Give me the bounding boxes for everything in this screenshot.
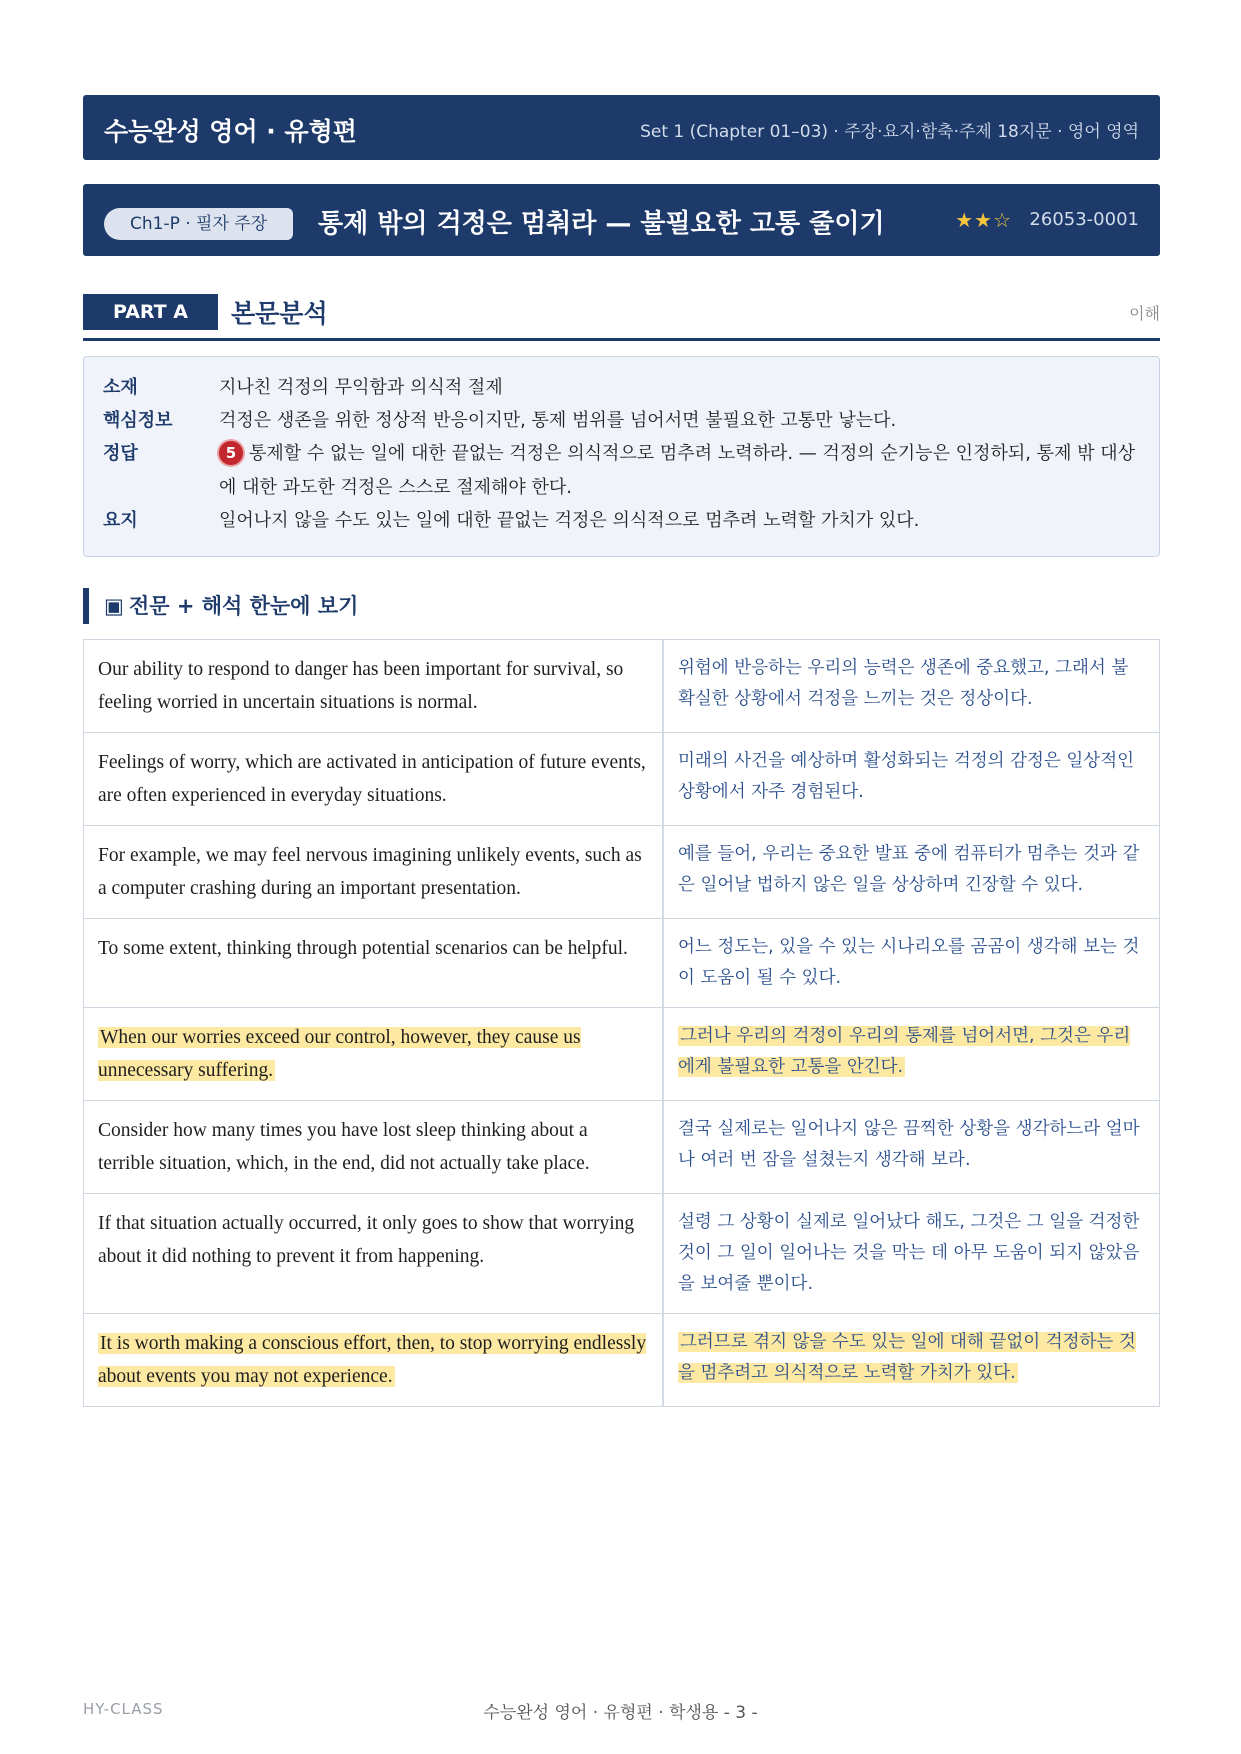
korean-text: 어느 정도는, 있을 수 있는 시나리오를 곰곰이 생각해 보는 것이 도움이 될 수 있다. bbox=[678, 937, 1140, 988]
english-sentence bbox=[84, 919, 664, 1007]
english-sentence bbox=[84, 826, 664, 918]
book-title: 수능완성 영어 · 유형편 bbox=[104, 117, 357, 146]
korean-translation bbox=[664, 733, 1159, 825]
section-title bbox=[83, 588, 358, 624]
korean-text: 예를 들어, 우리는 중요한 발표 중에 컴퓨터가 멈추는 것과 같은 일어날 법하지 않은 일을 상상하며 긴장할 수 있다. bbox=[678, 844, 1140, 895]
korean-text: 위험에 반응하는 우리의 능력은 생존에 중요했고, 그래서 불확실한 상황에서 걱정을 느끼는 것은 정상이다. bbox=[678, 658, 1129, 709]
english-text: Our ability to respond to danger has been important for survival, so feeling worried in uncertain situations is normal. bbox=[98, 659, 624, 713]
english-sentence bbox=[84, 1314, 664, 1406]
table-row bbox=[84, 1007, 1159, 1100]
korean-translation bbox=[664, 826, 1159, 918]
korean-translation bbox=[664, 919, 1159, 1007]
summary-label: 요지 bbox=[103, 510, 138, 531]
table-row bbox=[84, 640, 1159, 732]
korean-text: 그러나 우리의 걱정이 우리의 통제를 넘어서면, 그것은 우리에게 불필요한 고통을 안긴다. bbox=[678, 1026, 1131, 1077]
summary-label: 소재 bbox=[103, 377, 138, 398]
book-subtitle: Set 1 (Chapter 01–03) · 주장·요지·함축·주제 18지문 · 영어 영역 bbox=[640, 122, 1139, 142]
answer-number-badge: 5 bbox=[219, 441, 243, 465]
english-text: If that situation actually occurred, it only goes to show that worrying about it did nothing to prevent it from happening. bbox=[98, 1213, 635, 1267]
korean-text: 그러므로 겪지 않을 수도 있는 일에 대해 끝없이 걱정하는 것을 멈추려고 의식적으로 노력할 가치가 있다. bbox=[678, 1332, 1136, 1383]
summary-box bbox=[83, 356, 1160, 557]
english-text: When our worries exceed our control, however, they cause us unnecessary suffering. bbox=[98, 1027, 581, 1081]
square-icon: ▣ bbox=[104, 594, 124, 618]
table-row bbox=[84, 1193, 1159, 1313]
table-row bbox=[84, 732, 1159, 825]
korean-translation bbox=[664, 1194, 1159, 1313]
korean-translation bbox=[664, 1314, 1159, 1406]
english-sentence bbox=[84, 640, 664, 732]
korean-translation bbox=[664, 1008, 1159, 1100]
summary-text: 지나친 걱정의 무익함과 의식적 절제 bbox=[219, 377, 503, 398]
section-title-text: 전문 + 해석 한눈에 보기 bbox=[128, 594, 359, 618]
korean-text: 미래의 사건을 예상하며 활성화되는 걱정의 감정은 일상적인 상황에서 자주 경험된다. bbox=[678, 751, 1134, 802]
parallel-translation-table bbox=[83, 639, 1160, 1407]
table-row bbox=[84, 1313, 1159, 1406]
english-text: Feelings of worry, which are activated in anticipation of future events, are often experienced in everyday situations. bbox=[98, 752, 646, 806]
english-text: For example, we may feel nervous imagining unlikely events, such as a computer crashing during an important presentation. bbox=[98, 845, 642, 899]
summary-text: 일어나지 않을 수도 있는 일에 대한 끝없는 걱정은 의식적으로 멈추려 노력할 가치가 있다. bbox=[219, 510, 920, 531]
summary-label: 핵심정보 bbox=[103, 410, 173, 431]
table-row bbox=[84, 1100, 1159, 1193]
english-sentence bbox=[84, 1101, 664, 1193]
english-sentence bbox=[84, 733, 664, 825]
korean-text: 설령 그 상황이 실제로 일어났다 해도, 그것은 그 일을 걱정한 것이 그 일이 일어나는 것을 막는 데 아무 도움이 되지 않았음을 보여줄 뿐이다. bbox=[678, 1212, 1140, 1294]
table-row bbox=[84, 825, 1159, 918]
english-text: Consider how many times you have lost sleep thinking about a terrible situation, which, in the end, did not actually take place. bbox=[98, 1120, 590, 1174]
part-label: PART A bbox=[83, 294, 218, 330]
table-row bbox=[84, 918, 1159, 1007]
chapter-tag: Ch1-P · 필자 주장 bbox=[104, 208, 293, 240]
part-title: 본문분석 bbox=[231, 299, 328, 328]
passage-title-banner bbox=[83, 184, 1160, 256]
part-header bbox=[83, 293, 1160, 341]
summary-text-answer bbox=[219, 437, 1140, 505]
summary-label: 정답 bbox=[103, 443, 138, 464]
passage-title: 통제 밖의 걱정은 멈춰라 — 불필요한 고통 줄이기 bbox=[318, 209, 885, 239]
footer-page-info: 수능완성 영어 · 유형편 · 학생용 - 3 - bbox=[483, 1703, 758, 1723]
book-header-banner bbox=[83, 95, 1160, 160]
passage-code: 26053-0001 bbox=[1029, 209, 1139, 230]
english-sentence bbox=[84, 1194, 664, 1313]
difficulty-stars: ★★☆ bbox=[955, 208, 1012, 232]
english-text: To some extent, thinking through potential scenarios can be helpful. bbox=[98, 938, 628, 959]
english-sentence bbox=[84, 1008, 664, 1100]
answer-text: 통제할 수 없는 일에 대한 끝없는 걱정은 의식적으로 멈추려 노력하라. — 걱정의 순기능은 인정하되, 통제 밖 대상에 대한 과도한 걱정은 스스로 절제해야 한다. bbox=[219, 443, 1136, 498]
footer-brand: HY-CLASS bbox=[83, 1700, 164, 1718]
korean-translation bbox=[664, 1101, 1159, 1193]
english-text: It is worth making a conscious effort, then, to stop worrying endlessly about events you may not experience. bbox=[98, 1333, 647, 1387]
part-category: 이해 bbox=[1129, 304, 1160, 323]
korean-text: 결국 실제로는 일어나지 않은 끔찍한 상황을 생각하느라 얼마나 여러 번 잠을 설쳤는지 생각해 보라. bbox=[678, 1119, 1140, 1170]
korean-translation bbox=[664, 640, 1159, 732]
summary-text: 걱정은 생존을 위한 정상적 반응이지만, 통제 범위를 넘어서면 불필요한 고통만 낳는다. bbox=[219, 410, 897, 431]
